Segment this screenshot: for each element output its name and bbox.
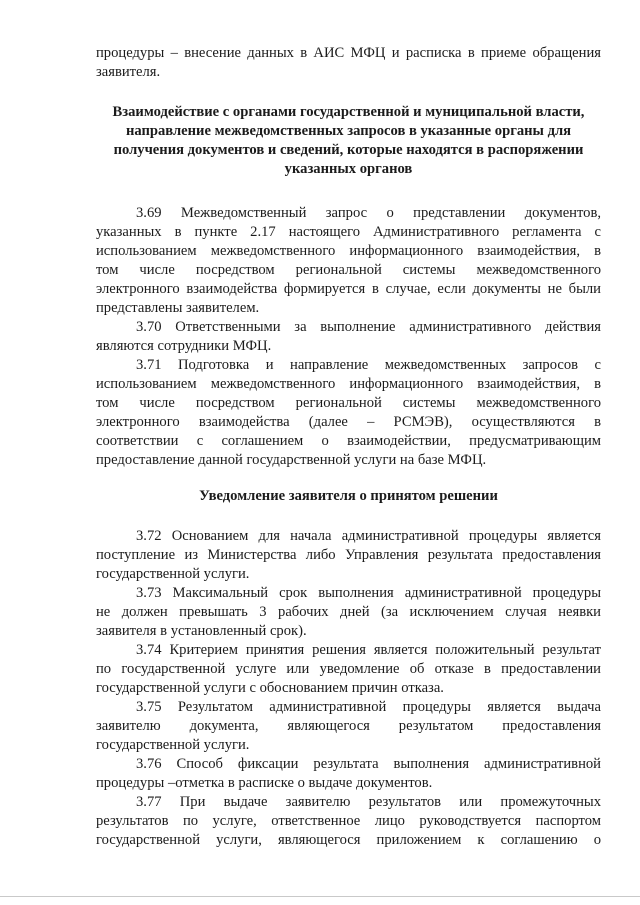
text-line: 3.73 Максимальный срок выполнения административной процедуры: [136, 585, 601, 601]
heading-line: указанных органов: [284, 161, 413, 177]
text-line: 3.74 Критерием принятия решения является положительный результат: [136, 642, 601, 658]
paragraph-3-71: [96, 356, 601, 470]
text-line: использованием межведомственного информационного взаимодействия, в: [96, 376, 601, 392]
paragraph-3-76: [96, 755, 601, 793]
top-paragraph: [96, 44, 601, 82]
text-line: 3.77 При выдаче заявителю результатов или промежуточных: [136, 794, 601, 810]
section-heading-interaction: [96, 103, 601, 179]
text-line: заявителя.: [96, 64, 161, 80]
text-line: предоставление данной государственной услуги на базе МФЦ.: [96, 452, 487, 468]
text-line: заявителя в установленный срок).: [96, 623, 307, 639]
text-line: процедуры –отметка в расписке о выдаче документов.: [96, 775, 433, 791]
text-line: по государственной услуге или уведомление об отказе в предоставлении: [96, 661, 601, 677]
text-line: представлены заявителем.: [96, 300, 260, 316]
paragraph-3-75: [96, 698, 601, 755]
text-line: государственной услуги.: [96, 737, 250, 753]
text-line: 3.70 Ответственными за выполнение административного действия: [136, 319, 601, 335]
heading-line: Уведомление заявителя о принятом решении: [199, 488, 498, 504]
text-line: государственной услуги, являющегося приложением к соглашению о: [96, 832, 601, 848]
text-line: процедуры – внесение данных в АИС МФЦ и расписка в приеме обращения: [96, 45, 601, 61]
heading-line: направление межведомственных запросов в указанные органы для: [125, 123, 572, 139]
paragraph-3-70: [96, 318, 601, 356]
paragraph-3-73: [96, 584, 601, 641]
text-line: указанных в пункте 2.17 настоящего Административного регламента с: [96, 224, 601, 240]
text-line: 3.71 Подготовка и направление межведомственных запросов с: [136, 357, 601, 373]
paragraph-3-74: [96, 641, 601, 698]
text-line: том числе посредством региональной системы межведомственного: [96, 395, 601, 411]
text-line: 3.72 Основанием для начала административной процедуры является: [136, 528, 601, 544]
text-line: электронного взаимодейства (далее – РСМЭВ), осуществляются в: [96, 414, 601, 430]
text-line: том числе посредством региональной системы межведомственного: [96, 262, 601, 278]
text-line: государственной услуги.: [96, 566, 250, 582]
text-line: использованием межведомственного информационного взаимодействия, в: [96, 243, 601, 259]
text-line: соответствии с соглашением о взаимодействии, предусматривающим: [96, 433, 601, 449]
section-heading-notification: [96, 487, 601, 506]
text-line: не должен превышать 3 рабочих дней (за исключением случая неявки: [96, 604, 601, 620]
paragraph-3-77: [96, 793, 601, 850]
text-line: электронного взаимодейства формируется в случае, если документы не были: [96, 281, 601, 297]
paragraph-3-69: [96, 204, 601, 318]
text-line: являются сотрудники МФЦ.: [96, 338, 272, 354]
scan-edge-divider: [0, 896, 640, 897]
paragraph-3-72: [96, 527, 601, 584]
text-line: результатов по услуге, ответственное лицо руководствуется паспортом: [96, 813, 601, 829]
text-line: 3.75 Результатом административной процедуры является выдача: [136, 699, 601, 715]
text-line: государственной услуги с обоснованием причин отказа.: [96, 680, 444, 696]
heading-line: получения документов и сведений, которые находятся в распоряжении: [113, 142, 584, 158]
text-line: 3.69 Межведомственный запрос о представлении документов,: [136, 205, 601, 221]
heading-line: Взаимодействие с органами государственной и муниципальной власти,: [112, 104, 585, 120]
text-line: заявителю документа, являющегося результатом предоставления: [96, 718, 601, 734]
text-line: поступление из Министерства либо Управления результата предоставления: [96, 547, 601, 563]
text-line: 3.76 Способ фиксации результата выполнения административной: [136, 756, 601, 772]
